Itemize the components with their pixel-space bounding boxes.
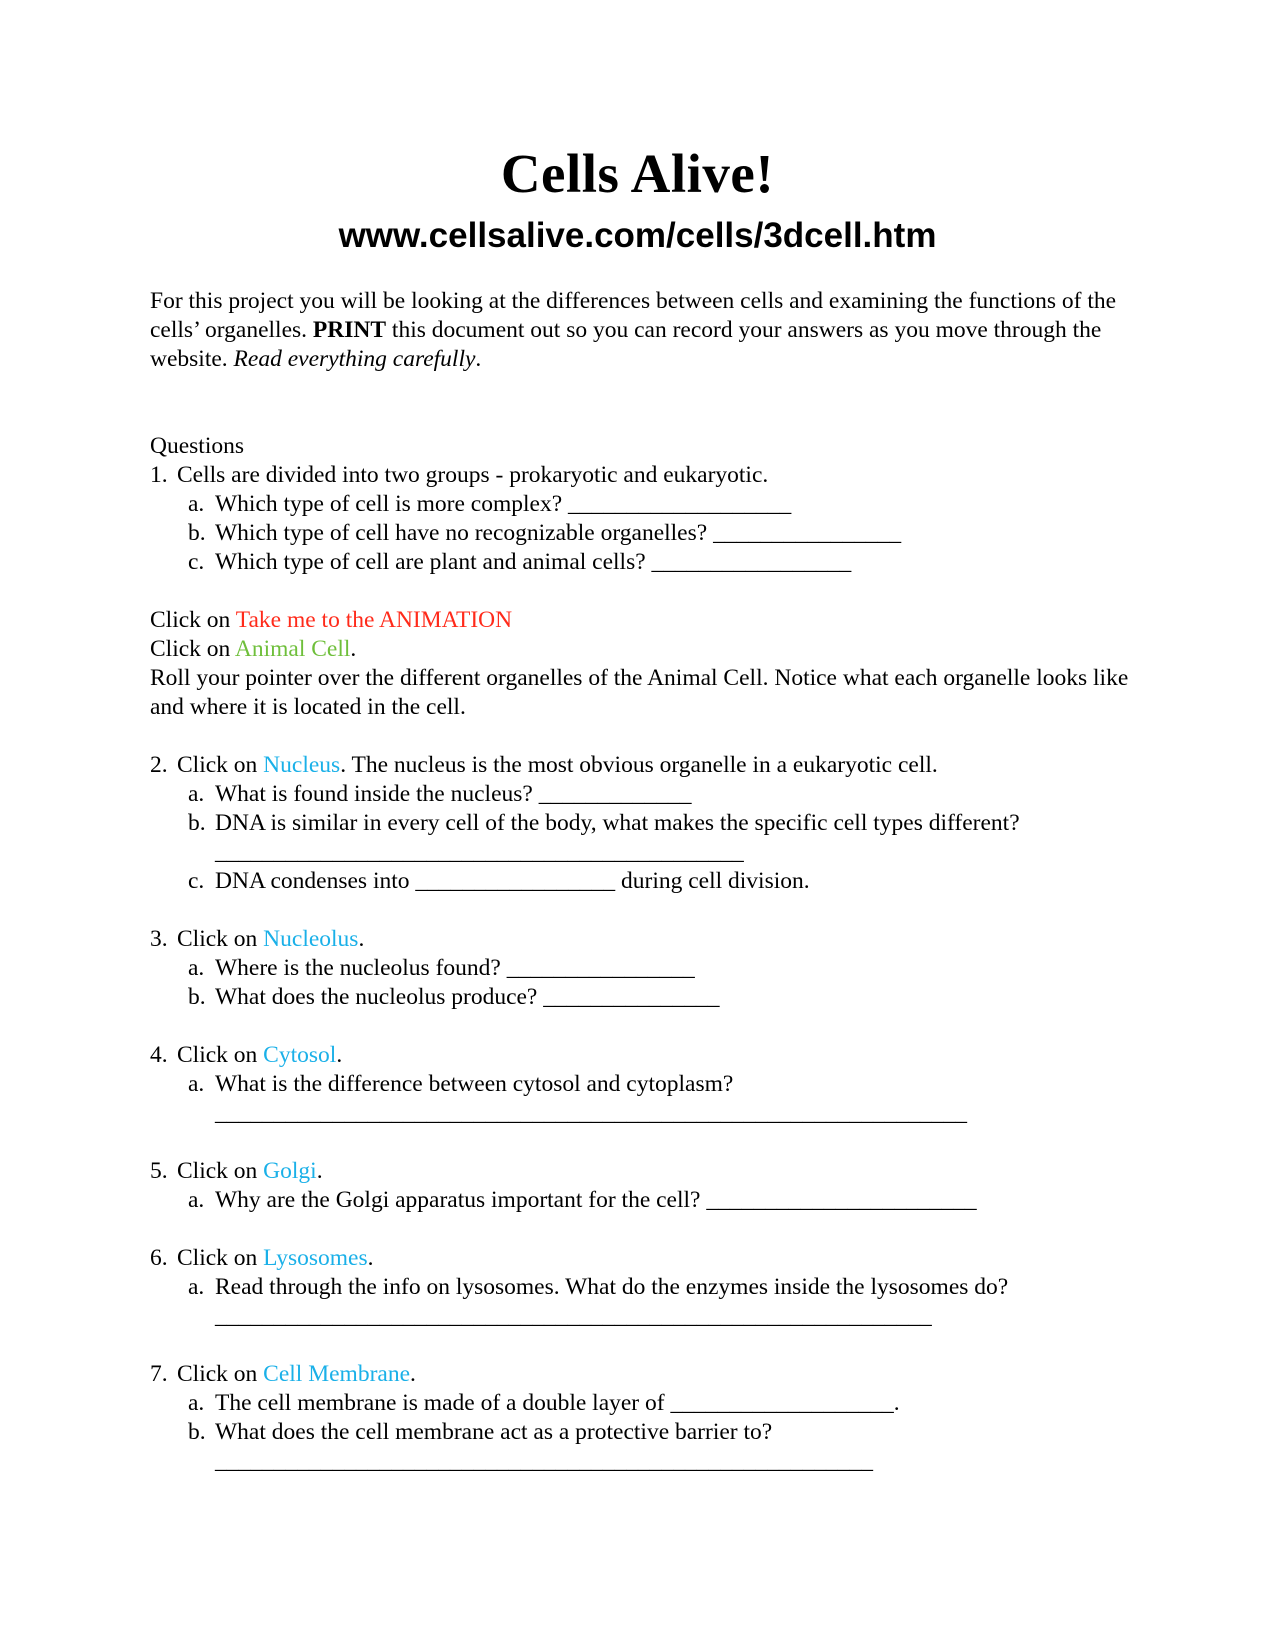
answer-line: _____________________________________________________________ [215, 1303, 932, 1329]
sub-question-a [150, 1186, 1150, 1215]
question-suffix: . [358, 926, 365, 952]
sub-letter: a. [188, 1071, 205, 1097]
question-number: 6. [150, 1245, 168, 1271]
sub-question-b [150, 1418, 1150, 1447]
question-1 [150, 461, 1150, 577]
question-text [177, 925, 364, 954]
sub-text: What does the nucleolus produce? _______________ [215, 984, 720, 1010]
click-prefix: Click on [177, 1158, 264, 1184]
sub-question-b [150, 519, 1150, 548]
sub-letter: c. [188, 868, 205, 894]
question-number: 7. [150, 1361, 168, 1387]
sub-question-a [150, 1389, 1150, 1418]
question-3 [150, 925, 1150, 1012]
lysosomes-link[interactable]: Lysosomes [263, 1245, 368, 1271]
intro-text-2: this document out so you can record your answers as you move through the website. [150, 317, 1102, 372]
cytosol-link[interactable]: Cytosol [263, 1042, 337, 1068]
sub-letter: a. [188, 955, 205, 981]
click-prefix: Click on [150, 607, 236, 633]
click-animation-line [150, 606, 1150, 635]
question-suffix: . [316, 1158, 323, 1184]
nucleus-link[interactable]: Nucleus [263, 752, 341, 778]
sub-text: Why are the Golgi apparatus important for the cell? _______________________ [215, 1187, 977, 1213]
question-number: 4. [150, 1042, 168, 1068]
question-suffix: . [410, 1361, 416, 1387]
sub-question-b [150, 983, 1150, 1012]
question-suffix: . [336, 1042, 343, 1068]
question-5 [150, 1157, 1150, 1215]
sub-question-c [150, 548, 1150, 577]
document-body [150, 287, 1150, 1476]
intro-end: . [475, 346, 482, 372]
sub-letter: a. [188, 1274, 205, 1300]
question-number: 2. [150, 752, 168, 778]
sub-letter: a. [188, 1187, 205, 1213]
click-prefix: Click on [177, 926, 264, 952]
answer-line: ________________________________________________________________ [215, 1100, 967, 1126]
question-text: Cells are divided into two groups - prokaryotic and eukaryotic. [177, 462, 769, 488]
question-7 [150, 1360, 1150, 1476]
question-text [177, 751, 938, 780]
sub-text: The cell membrane is made of a double layer of ___________________. [215, 1390, 900, 1416]
question-suffix: . The nucleus is the most obvious organelle in a eukaryotic cell. [340, 752, 938, 778]
questions-heading: Questions [150, 433, 244, 459]
sub-text: What is found inside the nucleus? _____________ [215, 781, 692, 807]
question-suffix: . [367, 1245, 374, 1271]
sub-letter: a. [188, 491, 205, 517]
intro-italic: Read everything carefully [233, 346, 476, 372]
sub-text: Which type of cell are plant and animal cells? _________________ [215, 549, 852, 575]
sub-letter: a. [188, 1390, 205, 1416]
question-number: 1. [150, 462, 168, 488]
sub-question-a [150, 780, 1150, 809]
sub-question-c [150, 867, 1150, 896]
question-number: 3. [150, 926, 168, 952]
sub-question-a [150, 954, 1150, 983]
intro-text-1: For this project you will be looking at the differences between cells and examining the functions of the cells’ organelles. [150, 288, 1117, 343]
sub-text: Read through the info on lysosomes. What do the enzymes inside the lysosomes do? [215, 1274, 1009, 1300]
click-prefix: Click on [177, 1245, 264, 1271]
sub-letter: c. [188, 549, 205, 575]
question-number: 5. [150, 1158, 168, 1184]
sub-letter: a. [188, 781, 205, 807]
click-animal-cell-line [150, 635, 1150, 664]
sub-text: What does the cell membrane act as a protective barrier to? [215, 1419, 773, 1445]
answer-line: ________________________________________________________ [215, 1448, 873, 1474]
page-title: Cells Alive! [500, 143, 775, 204]
sub-letter: b. [188, 984, 206, 1010]
sub-letter: b. [188, 520, 206, 546]
sub-question-a [150, 1070, 1150, 1099]
intro-bold: PRINT [312, 317, 387, 343]
sub-question-a [150, 490, 1150, 519]
roll-instructions: Roll your pointer over the different organelles of the Animal Cell. Notice what each organelle looks like and where it is located in the cell. [150, 665, 1129, 720]
animation-link[interactable]: Take me to the ANIMATION [235, 607, 513, 633]
nucleolus-link[interactable]: Nucleolus [263, 926, 359, 952]
intro-paragraph [150, 287, 1150, 374]
click-prefix: Click on [177, 1042, 264, 1068]
question-text [177, 1244, 374, 1273]
golgi-link[interactable]: Golgi [263, 1158, 317, 1184]
click-prefix: Click on [177, 1361, 264, 1387]
question-text [177, 1360, 416, 1389]
question-6 [150, 1244, 1150, 1331]
sub-text: Where is the nucleolus found? ________________ [215, 955, 695, 981]
sub-text: DNA is similar in every cell of the body, what makes the specific cell types different?_____________________________________________ [215, 810, 1020, 865]
sub-text: Which type of cell have no recognizable organelles? ________________ [215, 520, 902, 546]
question-2 [150, 751, 1150, 896]
question-text [177, 1041, 342, 1070]
animal-cell-link[interactable]: Animal Cell [234, 636, 351, 662]
sub-question-b [150, 809, 1150, 867]
sub-letter: b. [188, 1419, 206, 1445]
sub-text: DNA condenses into _________________ during cell division. [215, 868, 810, 894]
question-4 [150, 1041, 1150, 1128]
sub-text: What is the difference between cytosol and cytoplasm? [215, 1071, 734, 1097]
cell-membrane-link[interactable]: Cell Membrane [263, 1361, 411, 1387]
sub-letter: b. [188, 810, 206, 836]
click-prefix: Click on [177, 752, 264, 778]
click-prefix: Click on [150, 636, 235, 662]
click-suffix: . [350, 636, 357, 662]
sub-question-a [150, 1273, 1150, 1302]
website-url[interactable]: www.cellsalive.com/cells/3dcell.htm [338, 216, 937, 255]
sub-text: Which type of cell is more complex? ___________________ [215, 491, 792, 517]
question-text [177, 1157, 323, 1186]
